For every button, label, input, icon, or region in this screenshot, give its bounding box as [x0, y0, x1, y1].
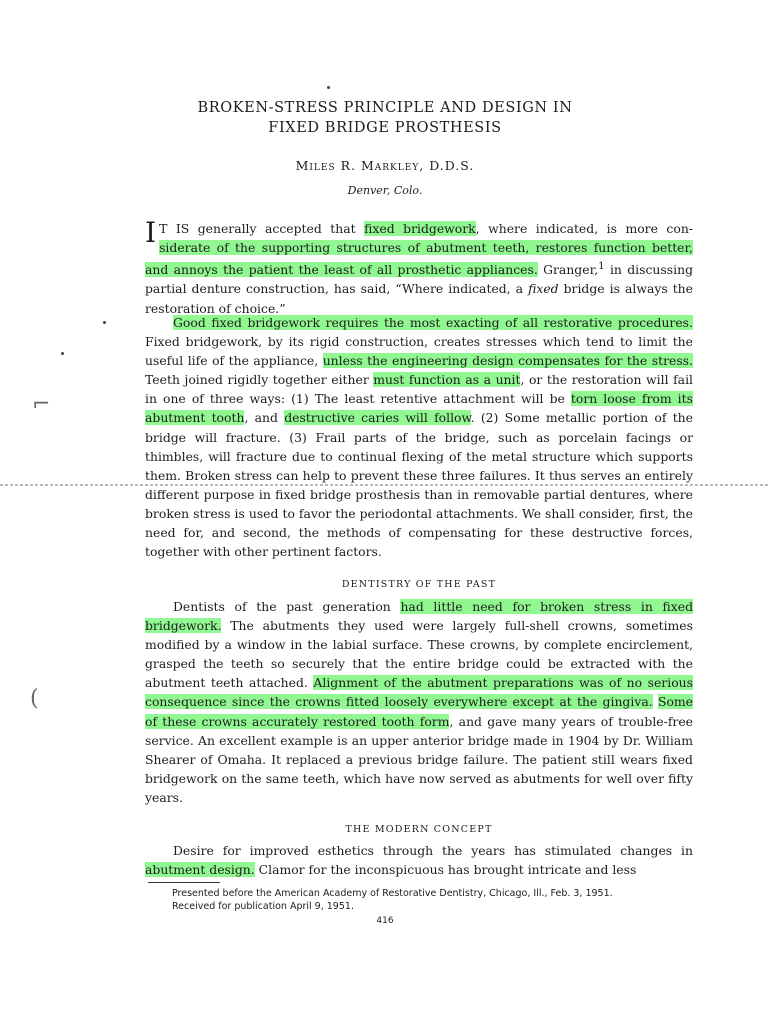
text-run: T IS generally accepted that: [159, 221, 365, 236]
article-title: [150, 98, 620, 138]
text-run: Dentists of the past generation: [173, 599, 401, 614]
author-name: Miles R. Markley, D.D.S.: [295, 158, 475, 173]
margin-mark: (: [30, 686, 39, 711]
text-run: , and: [244, 410, 285, 426]
text-run: Fixed bridgework, by its rigid construction, creates stresses which tend to limit the useful life of the appliance,: [145, 334, 693, 369]
section-heading-modern: THE MODERN CONCEPT: [345, 824, 493, 835]
text-run: Clamor for the inconspicuous has brought intricate and less: [254, 862, 637, 878]
text-run: The abutments they used were largely full-shell crowns, sometimes modified by a window in the labial surface. These crowns, by complete encirclement, grasped the teeth so securely that the entire bridge could be extracted with the abutment teeth attached.: [145, 618, 693, 691]
highlight: Some of these crowns accurately restored tooth form: [145, 694, 693, 729]
paragraph-modern: [145, 841, 693, 879]
highlight: destructive caries will follow: [284, 410, 471, 426]
citation-superscript: 1: [598, 260, 605, 273]
paragraph-intro: [145, 216, 694, 318]
highlight: siderate of the supporting structures of abutment teeth, restores function better,: [159, 240, 693, 256]
title-line-1: BROKEN-STRESS PRINCIPLE AND DESIGN IN: [197, 100, 573, 116]
highlight: and annoys the patient the least of all prosthetic appliances.: [145, 262, 538, 278]
footnote-divider: [148, 882, 220, 883]
paragraph-past: [145, 597, 693, 807]
footnote: [172, 887, 702, 913]
highlight: must function as a unit: [373, 372, 521, 388]
margin-mark: ⌐: [32, 392, 51, 417]
highlight: torn loose from its abutment tooth: [145, 391, 693, 426]
text-run: bridge is always the restoration of choice.”: [145, 281, 694, 316]
highlight: Alignment of the abutment preparations was of no serious consequence since the crowns fitted loosely everywhere except at the gingiva.: [145, 675, 693, 710]
speck: [61, 352, 64, 355]
text-run: , where indicated, is more con-: [475, 221, 693, 236]
text-run: Teeth joined rigidly together either: [145, 372, 374, 388]
paragraph-stress: [145, 313, 693, 561]
author-location: Denver, Colo.: [347, 184, 423, 197]
text-run: , or the restoration will fail in one of three ways: (1) The least retentive attachment will be: [145, 372, 693, 407]
section-heading-past: DENTISTRY OF THE PAST: [341, 579, 497, 590]
footnote-line-1: Presented before the American Academy of Restorative Dentistry, Chicago, Ill., Feb. 3, 1951.: [172, 888, 613, 899]
title-line-2: FIXED BRIDGE PROSTHESIS: [268, 120, 502, 136]
text-run: Granger,: [537, 262, 599, 278]
highlight: had little need for broken stress in fixed bridgework.: [145, 599, 693, 634]
text-run: . (2) Some metallic portion of the bridge will fracture. (3) Frail parts of the bridge, such as porcelain facings or thimbles, will fracture due to continual flexing of the metal structure which supports them. Broken stress can help to prevent these three failures. It thus serves an entirely different purpose in fixed bridge prosthesis than in removable partial dentures, where broken stress is used to favor the periodontal attachments. We shall consider, first, the need for, and second, the methods of compensating for these destructive forces, together with other pertinent factors.: [145, 410, 693, 560]
highlight: Good fixed bridgework requires the most exacting of all restorative procedures.: [173, 315, 693, 330]
text-run: Desire for improved esthetics through the years has stimulated changes in: [173, 843, 693, 858]
highlight: fixed bridgework: [364, 221, 476, 236]
drop-cap: I: [145, 216, 157, 249]
highlight: abutment design.: [145, 862, 255, 878]
text-run: in discussing partial denture construction, has said, “Where indicated, a: [145, 262, 693, 297]
emphasis: fixed: [528, 281, 559, 297]
scan-artifact-line: [0, 484, 768, 486]
text-run: , and gave many years of trouble-free service. An excellent example is an upper anterior bridge made in 1904 by Dr. William Shearer of Omaha. It replaced a previous bridge failure. The patient still wears fixed bridgework on the same teeth, which have now served as abutments for well over fifty years.: [145, 713, 693, 805]
speck: [327, 86, 330, 89]
footnote-line-2: Received for publication April 9, 1951.: [172, 901, 354, 912]
speck: [103, 321, 106, 324]
highlight: unless the engineering design compensates for the stress.: [322, 353, 693, 369]
page-number: 416: [376, 916, 394, 926]
